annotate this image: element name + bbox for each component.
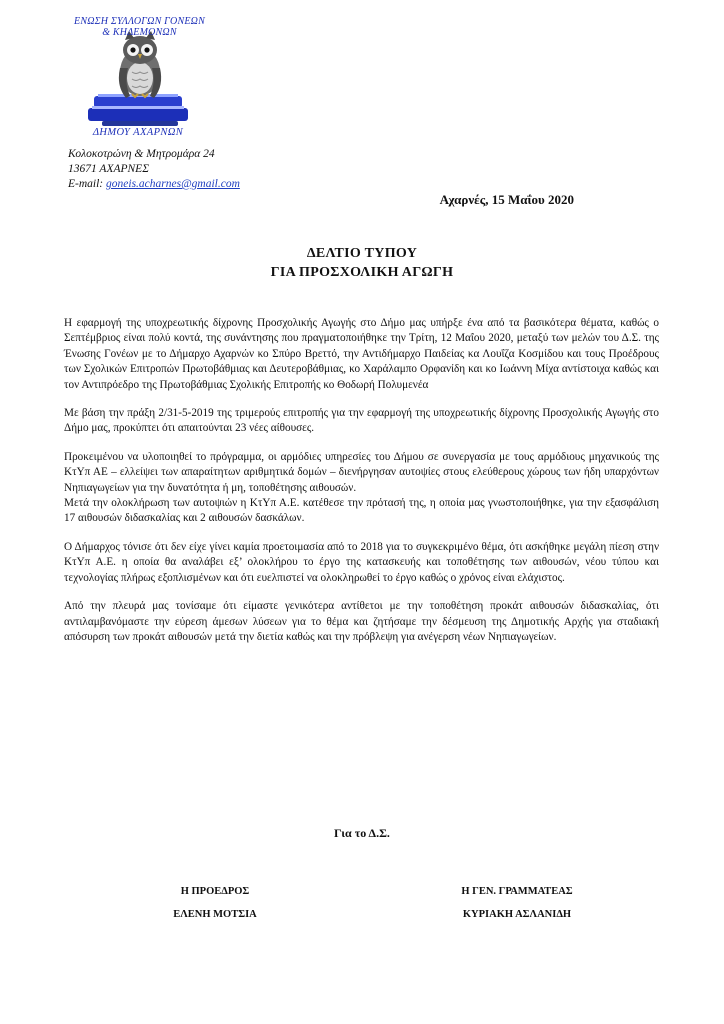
signature-president [150, 880, 280, 926]
secretary-name: ΚΥΡΙΑΚΗ ΑΣΛΑΝΙΔΗ [462, 909, 572, 920]
paragraph-meeting: Η εφαρμογή της υποχρεωτικής δίχρονης Προσχολικής Αγωγής στο Δήμο μας υπήρξε ένα από τα βασικότερα θέματα, καθώς ο Σεπτέμβριος είναι πολύ κοντά, της συνάντησης που πραγματοποιήθηκε την Τρίτη, 12 Μαΐου 2020, μεταξύ των μελών του Δ.Σ. της Ένωσης Γονέων με το Δήμαρχο Αχαρνών κο Σπύρο Βρεττό, την Αντιδήμαρχο Παιδείας κα Λουΐζα Κοσμίδου και τους Προέδρους των Σχολικών Επιτροπών Πρωτοβάθμιας και Δευτεροβάθμιας, κο Χαράλαμπο Ορφανίδη και κο Ιωάννη Μίχα αντίστοιχα καθώς και τον Αντιπρόεδρο της Πρωτοβάθμιας Σχολικής Επιτροπής κο Θοδωρή Πολυμενέα [64, 317, 659, 391]
president-role: Η ΠΡΟΕΔΡΟΣ [180, 886, 250, 897]
email-label: E-mail: [68, 178, 104, 190]
logo-bottom-text: ΔΗΜΟΥ ΑΧΑΡΝΩΝ [92, 127, 184, 138]
address-city: 13671 ΑΧΑΡΝΕΣ [68, 163, 150, 175]
email-row [68, 177, 240, 192]
body-text [64, 316, 659, 658]
paragraph-position: Από την πλευρά μας τονίσαμε ότι είμαστε γενικότερα αντίθετοι με την τοποθέτηση προκάτ αιθουσών διδασκαλίας, ότι αντιλαμβανόμαστε την εύρεση άμεσων λύσεων για το θέμα και ζητήσαμε την δέσμευση της Δημοτικής Αρχής για σταδιακή απόσυρση των προκάτ αιθουσών μετά την διετία καθώς και την πρόβλεψη για ανέγερση νέων Νηπιαγωγείων. [64, 600, 659, 643]
president-name: ΕΛΕΝΗ ΜΟΤΣΙΑ [173, 909, 257, 920]
address-street: Κολοκοτρώνη & Μητρομάρα 24 [68, 148, 215, 160]
paragraph-requirement: Με βάση την πράξη 2/31-5-2019 της τριμερούς επιτροπής για την εφαρμογή της υποχρεωτικής δίχρονης Προσχολικής Αγωγής στο Δήμο μας, προκύπτει ότι απαιτούνται 23 νέες αίθουσες. [64, 407, 659, 435]
title-line-2: ΓΙΑ ΠΡΟΣΧΟΛΙΚΗ ΑΓΩΓΗ [270, 265, 454, 280]
association-logo [62, 10, 212, 140]
paragraph-inspection: Προκειμένου να υλοποιηθεί το πρόγραμμα, οι αρμόδιες υπηρεσίες του Δήμου σε συνεργασία με τους αρμόδιους μηχανικούς της ΚτΥπ ΑΕ – ελλείψει των απαραίτητων αριθμητικά δομών – διενήργησαν αυτοψίες στους ελεύθερους χώρους των ήδη υπαρχόντων Νηπιαγωγείων για την δυνατότητα ή μη, τοποθέτησης αιθουσών. [64, 450, 659, 494]
paragraph-proposal: Μετά την ολοκλήρωση των αυτοψιών η ΚτΥπ Α.Ε. κατέθεσε την πρότασή της, η οποία μας γνωστοποιήθηκε, για την εξασφάλιση 17 αιθουσών διδασκαλίας και 2 αιθουσών δασκάλων. [64, 497, 659, 525]
sender-address-block [68, 147, 240, 192]
title-line-1: ΔΕΛΤΙΟ ΤΥΠΟΥ [306, 246, 418, 261]
paragraph-mayor: Ο Δήμαρχος τόνισε ότι δεν είχε γίνει καμία προετοιμασία από το 2018 για το συγκεκριμένο θέμα, ότι ασκήθηκε μεγάλη πίεση στην ΚτΥπ Α.Ε. η οποία θα αναλάβει εξ’ ολοκλήρου το έργο της κατασκευής και τοποθέτησης των αιθουσών, νέου τύπου και τεχνολογίας πλήρως εξοπλισμένων και ότι ευελπιστεί να ολοκληρωθεί το έργο καθώς ο χρόνος είναι ελάχιστος. [64, 540, 659, 584]
date-line: Αχαρνές, 15 Μαΐου 2020 [439, 192, 574, 207]
email-link[interactable]: goneis.acharnes@gmail.com [106, 178, 240, 190]
document-title [0, 244, 724, 282]
signature-heading: Για το Δ.Σ. [334, 826, 390, 840]
secretary-role: Η ΓΕΝ. ΓΡΑΜΜΑΤΕΑΣ [461, 886, 573, 897]
logo-top-text: ΕΝΩΣΗ ΣΥΛΛΟΓΩΝ ΓΟΝΕΩΝ & ΚΗΔΕΜΟΝΩΝ [74, 16, 205, 38]
signature-secretary [432, 880, 602, 926]
